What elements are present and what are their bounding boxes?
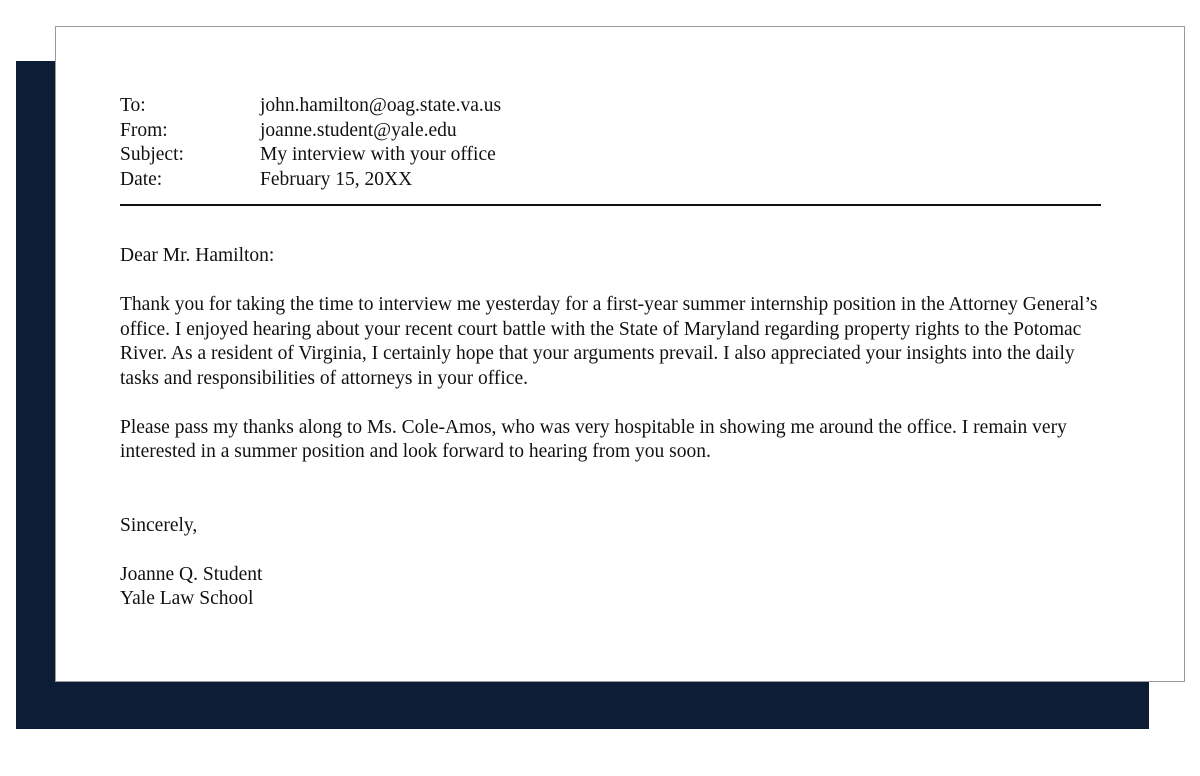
header-date-row [120, 168, 1101, 193]
header-subject-row [120, 143, 1101, 168]
body-paragraph-1: Thank you for taking the time to interview me yesterday for a first-year summer internship position in the Attorney General’s office. I enjoyed hearing about your recent court battle with the State of Maryland regarding property rights to the Potomac River. As a resident of Virginia, I certainly hope that your arguments prevail. I also appreciated your insights into the daily tasks and responsibilities of attorneys in your office. [120, 294, 1098, 389]
header-to-row [120, 94, 1101, 119]
email-header [120, 94, 1101, 192]
email-sheet [55, 26, 1185, 682]
body-paragraph-2: Please pass my thanks along to Ms. Cole-Amos, who was very hospitable in showing me around the office. I remain very interested in a summer position and look forward to hearing from you soon. [120, 416, 1067, 462]
subject-value: My interview with your office [260, 144, 496, 165]
header-divider [120, 204, 1101, 206]
subject-label: Subject: [120, 144, 184, 165]
from-label: From: [120, 119, 168, 141]
date-value: February 15, 20XX [260, 168, 413, 190]
header-from-row [120, 119, 1101, 144]
to-value: john.hamilton@oag.state.va.us [260, 95, 502, 116]
closing: Sincerely, [120, 514, 198, 536]
email-content [120, 94, 1101, 612]
date-label: Date: [120, 168, 163, 190]
signature-school: Yale Law School [120, 588, 254, 609]
signature-name: Joanne Q. Student [120, 563, 263, 585]
salutation: Dear Mr. Hamilton: [120, 245, 275, 266]
to-label: To: [120, 95, 146, 116]
from-value: joanne.student@yale.edu [260, 119, 457, 141]
